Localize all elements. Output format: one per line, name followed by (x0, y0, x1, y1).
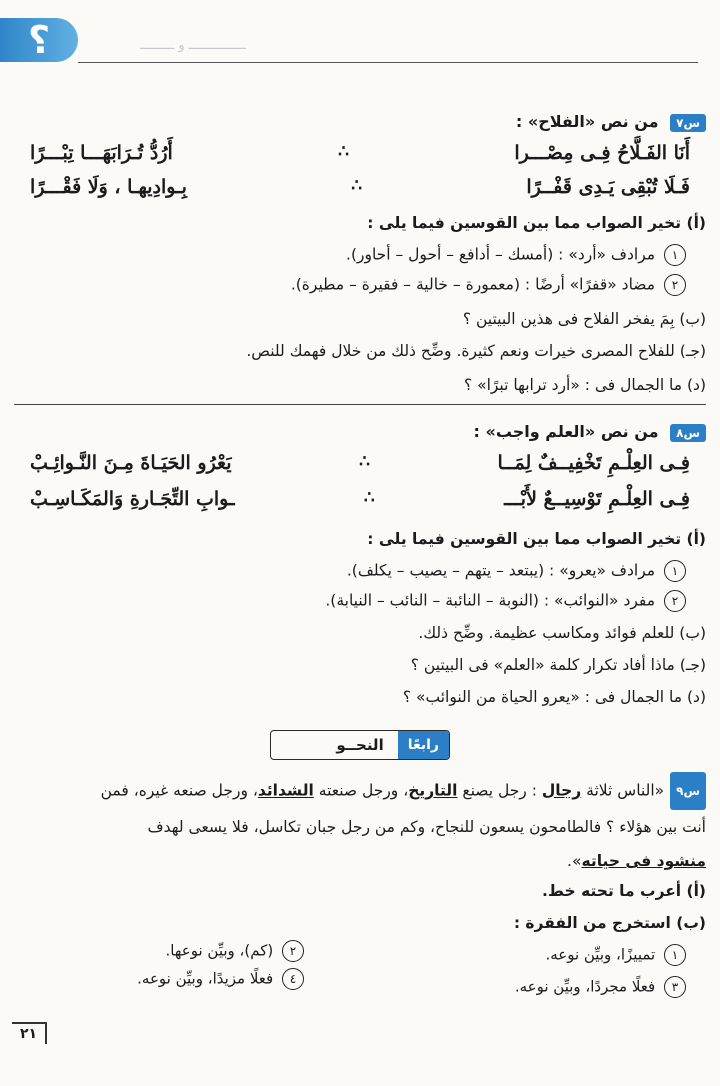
q7-verse-1 (30, 142, 690, 164)
q7-d: (د) ما الجمال فى : «أرد ترابها تبرًا» ؟ (463, 376, 706, 394)
q9-text: أنت بين هؤلاء ؟ فالطامحون يسعون للنجاح، وكم من رجل جبان تكاسل، فلا يسعى لهدف (147, 818, 706, 836)
underlined-word: رجال (541, 781, 582, 800)
header-question-badge: ؟ (0, 18, 78, 62)
q9-b2-text: (كم)، وبيِّن نوعها. (165, 941, 274, 960)
underlined-word: منشود فى حياته (581, 852, 706, 870)
q8-a2 (325, 590, 686, 612)
section-title-grammar (270, 730, 450, 760)
q8-d: (د) ما الجمال فى : «يعرو الحياة من النوائب» ؟ (402, 688, 706, 706)
q9-text: : رجل يصنع (457, 781, 542, 800)
q8-verse-1-right: فِـى العِلْـمِ تَخْفِيــفٌ لِمَــا (497, 452, 690, 474)
q8-a1-text: مرادف «يعرو» : (يبتعد – يتهم – يصيب – يكلف). (346, 561, 656, 580)
verse-separator: ∴ (359, 452, 370, 472)
choice-number: ٢ (282, 940, 304, 962)
verse-separator: ∴ (338, 142, 349, 162)
q8-a2-text: مفرد «النوائب» : (النوبة – النائبة – النائب – النيابة). (325, 591, 656, 610)
choice-number: ٢ (664, 590, 686, 612)
q9-marker: س٩ (670, 772, 706, 810)
q8-verse-1-left: يَعْرُو الحَيَـاةَ مِـنَ النَّـوائِـبْ (30, 452, 232, 474)
q7-a1-text: مرادف «أرد» : (أمسك – أدافع – أحول – أحاور). (346, 245, 656, 264)
q7-verse-2-left: بِـوادِيهـا ، وَلَا فَقْـــرًا (30, 176, 187, 198)
q9-text: ، ورجل صنعته (313, 781, 409, 800)
q9-text: ». (567, 852, 582, 870)
q9-text: ، ورجل صنعه غيره، فمن (100, 781, 258, 800)
q9-b3-text: فعلًا مجردًا، وبيِّن نوعه. (514, 977, 656, 996)
choice-number: ٤ (282, 968, 304, 990)
q7-a-label: (أ) تخير الصواب مما بين القوسين فيما يلى : (367, 214, 706, 232)
underlined-word: الشدائد (257, 781, 314, 800)
q7-marker: س٧ (670, 114, 706, 132)
q9-a: (أ) أعرب ما تحته خط. (542, 882, 706, 900)
q7-verse-1-right: أَنَا الفَـلَّاحُ فِـى مِصْـــرا (514, 142, 690, 164)
q7-a1 (346, 244, 686, 266)
q9-b1 (545, 944, 686, 966)
section-name: النحــو (336, 736, 384, 754)
q8-verse-2-left: ـوابِ التِّجَـارةِ وَالمَكَـاسِـبْ (30, 488, 235, 510)
choice-number: ١ (664, 560, 686, 582)
q7-title: من نص «الفلاح» : (515, 112, 659, 131)
q9-text: «الناس ثلاثة (581, 781, 665, 800)
q7-a2-text: مضاد «قفرًا» أرضًا : (معمورة – خالية – فقيرة – مطيرة). (290, 275, 656, 294)
underlined-word: التاريخ (408, 781, 458, 800)
q9-b4 (137, 968, 304, 990)
header-faded-text: ـــــــــــــــ و ـــــــــ (140, 38, 246, 53)
q8-a1 (347, 560, 686, 582)
q9-paragraph (16, 772, 706, 878)
q7-verse-2 (30, 176, 690, 198)
q8-a-label: (أ) تخير الصواب مما بين القوسين فيما يلى : (367, 530, 706, 548)
q9-b4-text: فعلًا مزيدًا، وبيِّن نوعه. (137, 969, 274, 988)
q8-verse-1 (30, 452, 690, 474)
q7-c: (جـ) للفلاح المصرى خيرات ونعم كثيرة. وضِّح ذلك من خلال فهمك للنص. (246, 342, 706, 360)
verse-separator: ∴ (363, 488, 375, 508)
choice-number: ١ (664, 244, 686, 266)
q8-b: (ب) للعلم فوائد ومكاسب عظيمة. وضِّح ذلك. (418, 624, 706, 642)
q7-b: (ب) بِمَ يفخر الفلاح فى هذين البيتين ؟ (462, 310, 706, 328)
q9-b2 (166, 940, 304, 962)
q7-verse-2-right: فَـلَا تُبْقِى يَـدِى قَفْــرًا (526, 176, 690, 198)
header-divider (78, 62, 698, 63)
section-number: رابعًا (398, 731, 449, 759)
choice-number: ٣ (664, 976, 686, 998)
choice-number: ١ (664, 944, 686, 966)
page-number: ٢١ (12, 1022, 47, 1044)
section-divider (14, 404, 706, 405)
q9-b1-text: تمييزًا، وبيِّن نوعه. (545, 945, 656, 964)
q7-heading (516, 112, 706, 132)
q8-verse-2-right: فِـى العِلْـمِ تَوْسِيــعٌ لأَبْـــ (504, 488, 690, 510)
q8-heading (474, 422, 706, 442)
q8-c: (جـ) ماذا أفاد تكرار كلمة «العلم» فى البيتين ؟ (410, 656, 706, 674)
verse-separator: ∴ (351, 176, 363, 196)
q9-b3 (515, 976, 686, 998)
q8-title: من نص «العلم واجب» : (473, 422, 659, 441)
q9-b: (ب) استخرج من الفقرة : (513, 914, 706, 932)
q7-verse-1-left: أَرُدُّ تُـرَابَهَـــا تِبْـــرًا (30, 142, 173, 164)
choice-number: ٢ (664, 274, 686, 296)
q7-a2 (291, 274, 686, 296)
q8-verse-2 (30, 488, 690, 510)
q8-marker: س٨ (670, 424, 706, 442)
